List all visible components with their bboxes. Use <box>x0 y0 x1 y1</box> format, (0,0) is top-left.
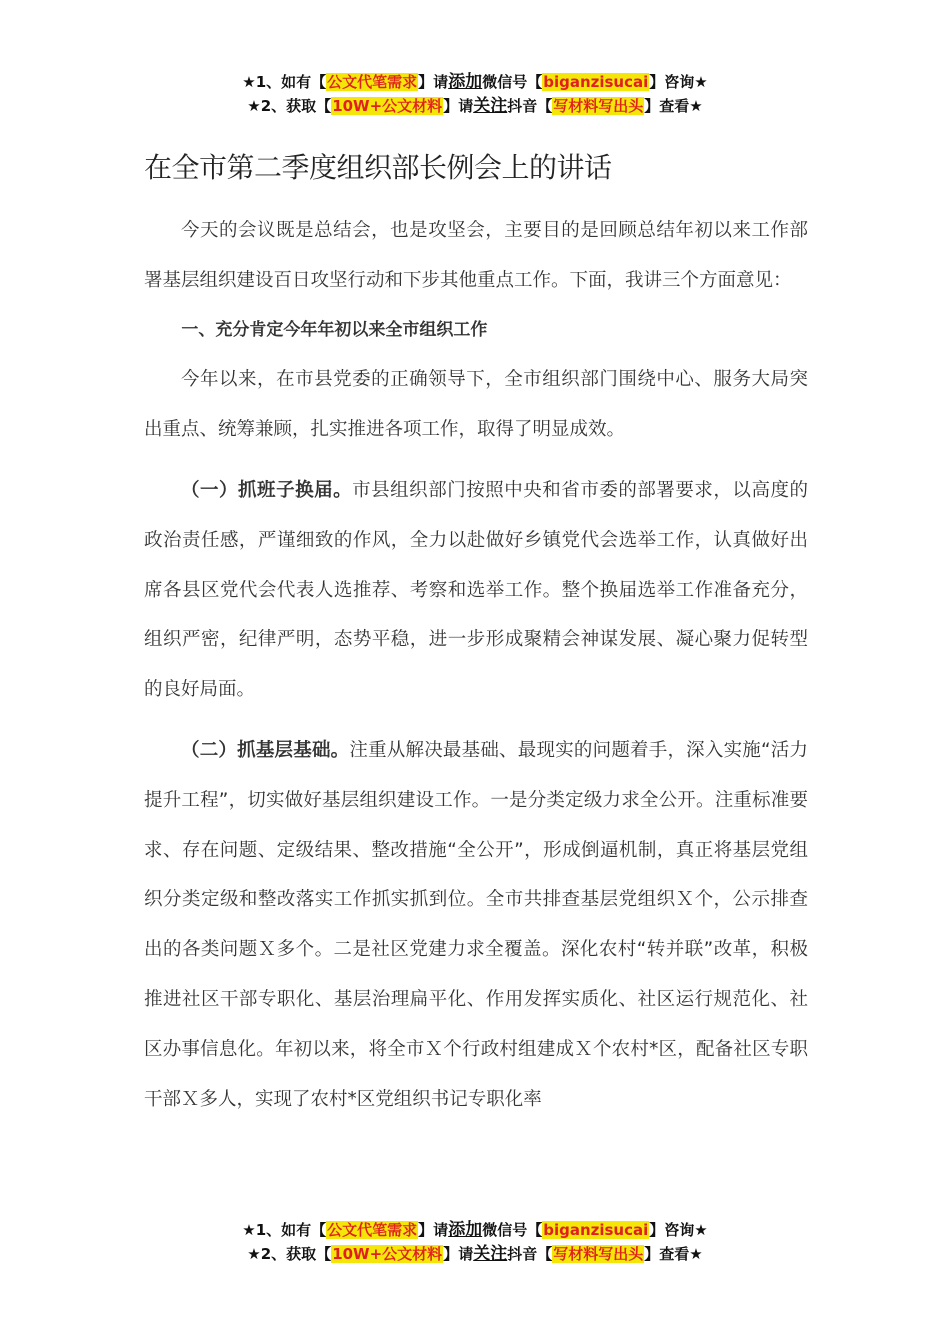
douyin-id-highlight: 写材料写出头 <box>553 1245 644 1263</box>
section-heading: 一、充分肯定今年年初以来全市组织工作 <box>181 319 488 340</box>
wechat-id-highlight: biganzisucai <box>543 1221 649 1239</box>
promo-text: ★2、获取【 <box>247 97 332 115</box>
promo-banner-top <box>0 70 950 118</box>
promo-line-2 <box>0 94 950 118</box>
promo-banner-bottom <box>0 1218 950 1266</box>
promo-text: 】查看★ <box>644 1245 703 1263</box>
item-lead: （二）抓基层基础。 <box>181 739 350 761</box>
promo-highlight: 10W+公文材料 <box>332 97 443 115</box>
item-text: 注重从解决最基础、最现实的问题着手，深入实施“活力提升工程”，切实做好基层组织建设工作。一是分类定级力求全公开。注重标准要求、存在问题、定级结果、整改措施“全公开”，形成倒逼机制，真正将基层党组织分类定级和整改落实工作抓实抓到位。全市共排查基层党组织Ｘ个，公示排查出的各类问题Ｘ多个。二是社区党建力求全覆盖。深化农村“转并联”改革，积极推进社区干部专职化、基层治理扁平化、作用发挥实质化、社区运行规范化、社区办事信息化。年初以来，将全市Ｘ个行政村组建成Ｘ个农村*区，配备社区专职干部Ｘ多人，实现了农村*区党组织书记专职化率 <box>144 739 808 1110</box>
promo-verb: 添加 <box>448 72 483 92</box>
promo-verb: 关注 <box>473 96 508 116</box>
promo-text: 】查看★ <box>644 97 703 115</box>
promo-verb: 关注 <box>473 1244 508 1264</box>
promo-text: ★1、如有【 <box>242 73 327 91</box>
promo-text: 】请 <box>443 97 474 115</box>
promo-highlight: 10W+公文材料 <box>332 1245 443 1263</box>
section-paragraph: 今年以来，在市县党委的正确领导下，全市组织部门围绕中心、服务大局突出重点、统筹兼顾，扎实推进各项工作，取得了明显成效。 <box>144 369 808 441</box>
promo-text: 】咨询★ <box>649 73 708 91</box>
item-paragraph <box>144 466 808 715</box>
promo-line-2 <box>0 1242 950 1266</box>
promo-text: 抖音【 <box>507 1245 553 1263</box>
item-paragraph <box>144 726 808 1124</box>
promo-text: 】请 <box>418 1221 449 1239</box>
promo-text: 】咨询★ <box>649 1221 708 1239</box>
promo-text: 微信号【 <box>482 1221 543 1239</box>
promo-text: 抖音【 <box>507 97 553 115</box>
promo-text: 】请 <box>418 73 449 91</box>
promo-text: 微信号【 <box>482 73 543 91</box>
douyin-id-highlight: 写材料写出头 <box>553 97 644 115</box>
wechat-id-highlight: biganzisucai <box>543 73 649 91</box>
intro-paragraph: 今天的会议既是总结会，也是攻坚会，主要目的是回顾总结年初以来工作部署基层组织建设百日攻坚行动和下步其他重点工作。下面，我讲三个方面意见： <box>144 220 808 291</box>
promo-text: ★1、如有【 <box>242 1221 327 1239</box>
promo-text: 】请 <box>443 1245 474 1263</box>
promo-highlight: 公文代笔需求 <box>327 73 418 91</box>
document-title: 在全市第二季度组织部长例会上的讲话 <box>144 151 612 184</box>
promo-text: ★2、获取【 <box>247 1245 332 1263</box>
promo-line-1 <box>0 1218 950 1242</box>
promo-verb: 添加 <box>448 1220 483 1240</box>
promo-highlight: 公文代笔需求 <box>327 1221 418 1239</box>
promo-line-1 <box>0 70 950 94</box>
item-lead: （一）抓班子换届。 <box>181 479 353 501</box>
item-text: 市县组织部门按照中央和省市委的部署要求，以高度的政治责任感，严谨细致的作风，全力以赴做好乡镇党代会选举工作，认真做好出席各县区党代会代表人选推荐、考察和选举工作。整个换届选举工作准备充分，组织严密，纪律严明，态势平稳，进一步形成聚精会神谋发展、凝心聚力促转型的良好局面。 <box>144 479 808 701</box>
document-body <box>144 146 808 1124</box>
